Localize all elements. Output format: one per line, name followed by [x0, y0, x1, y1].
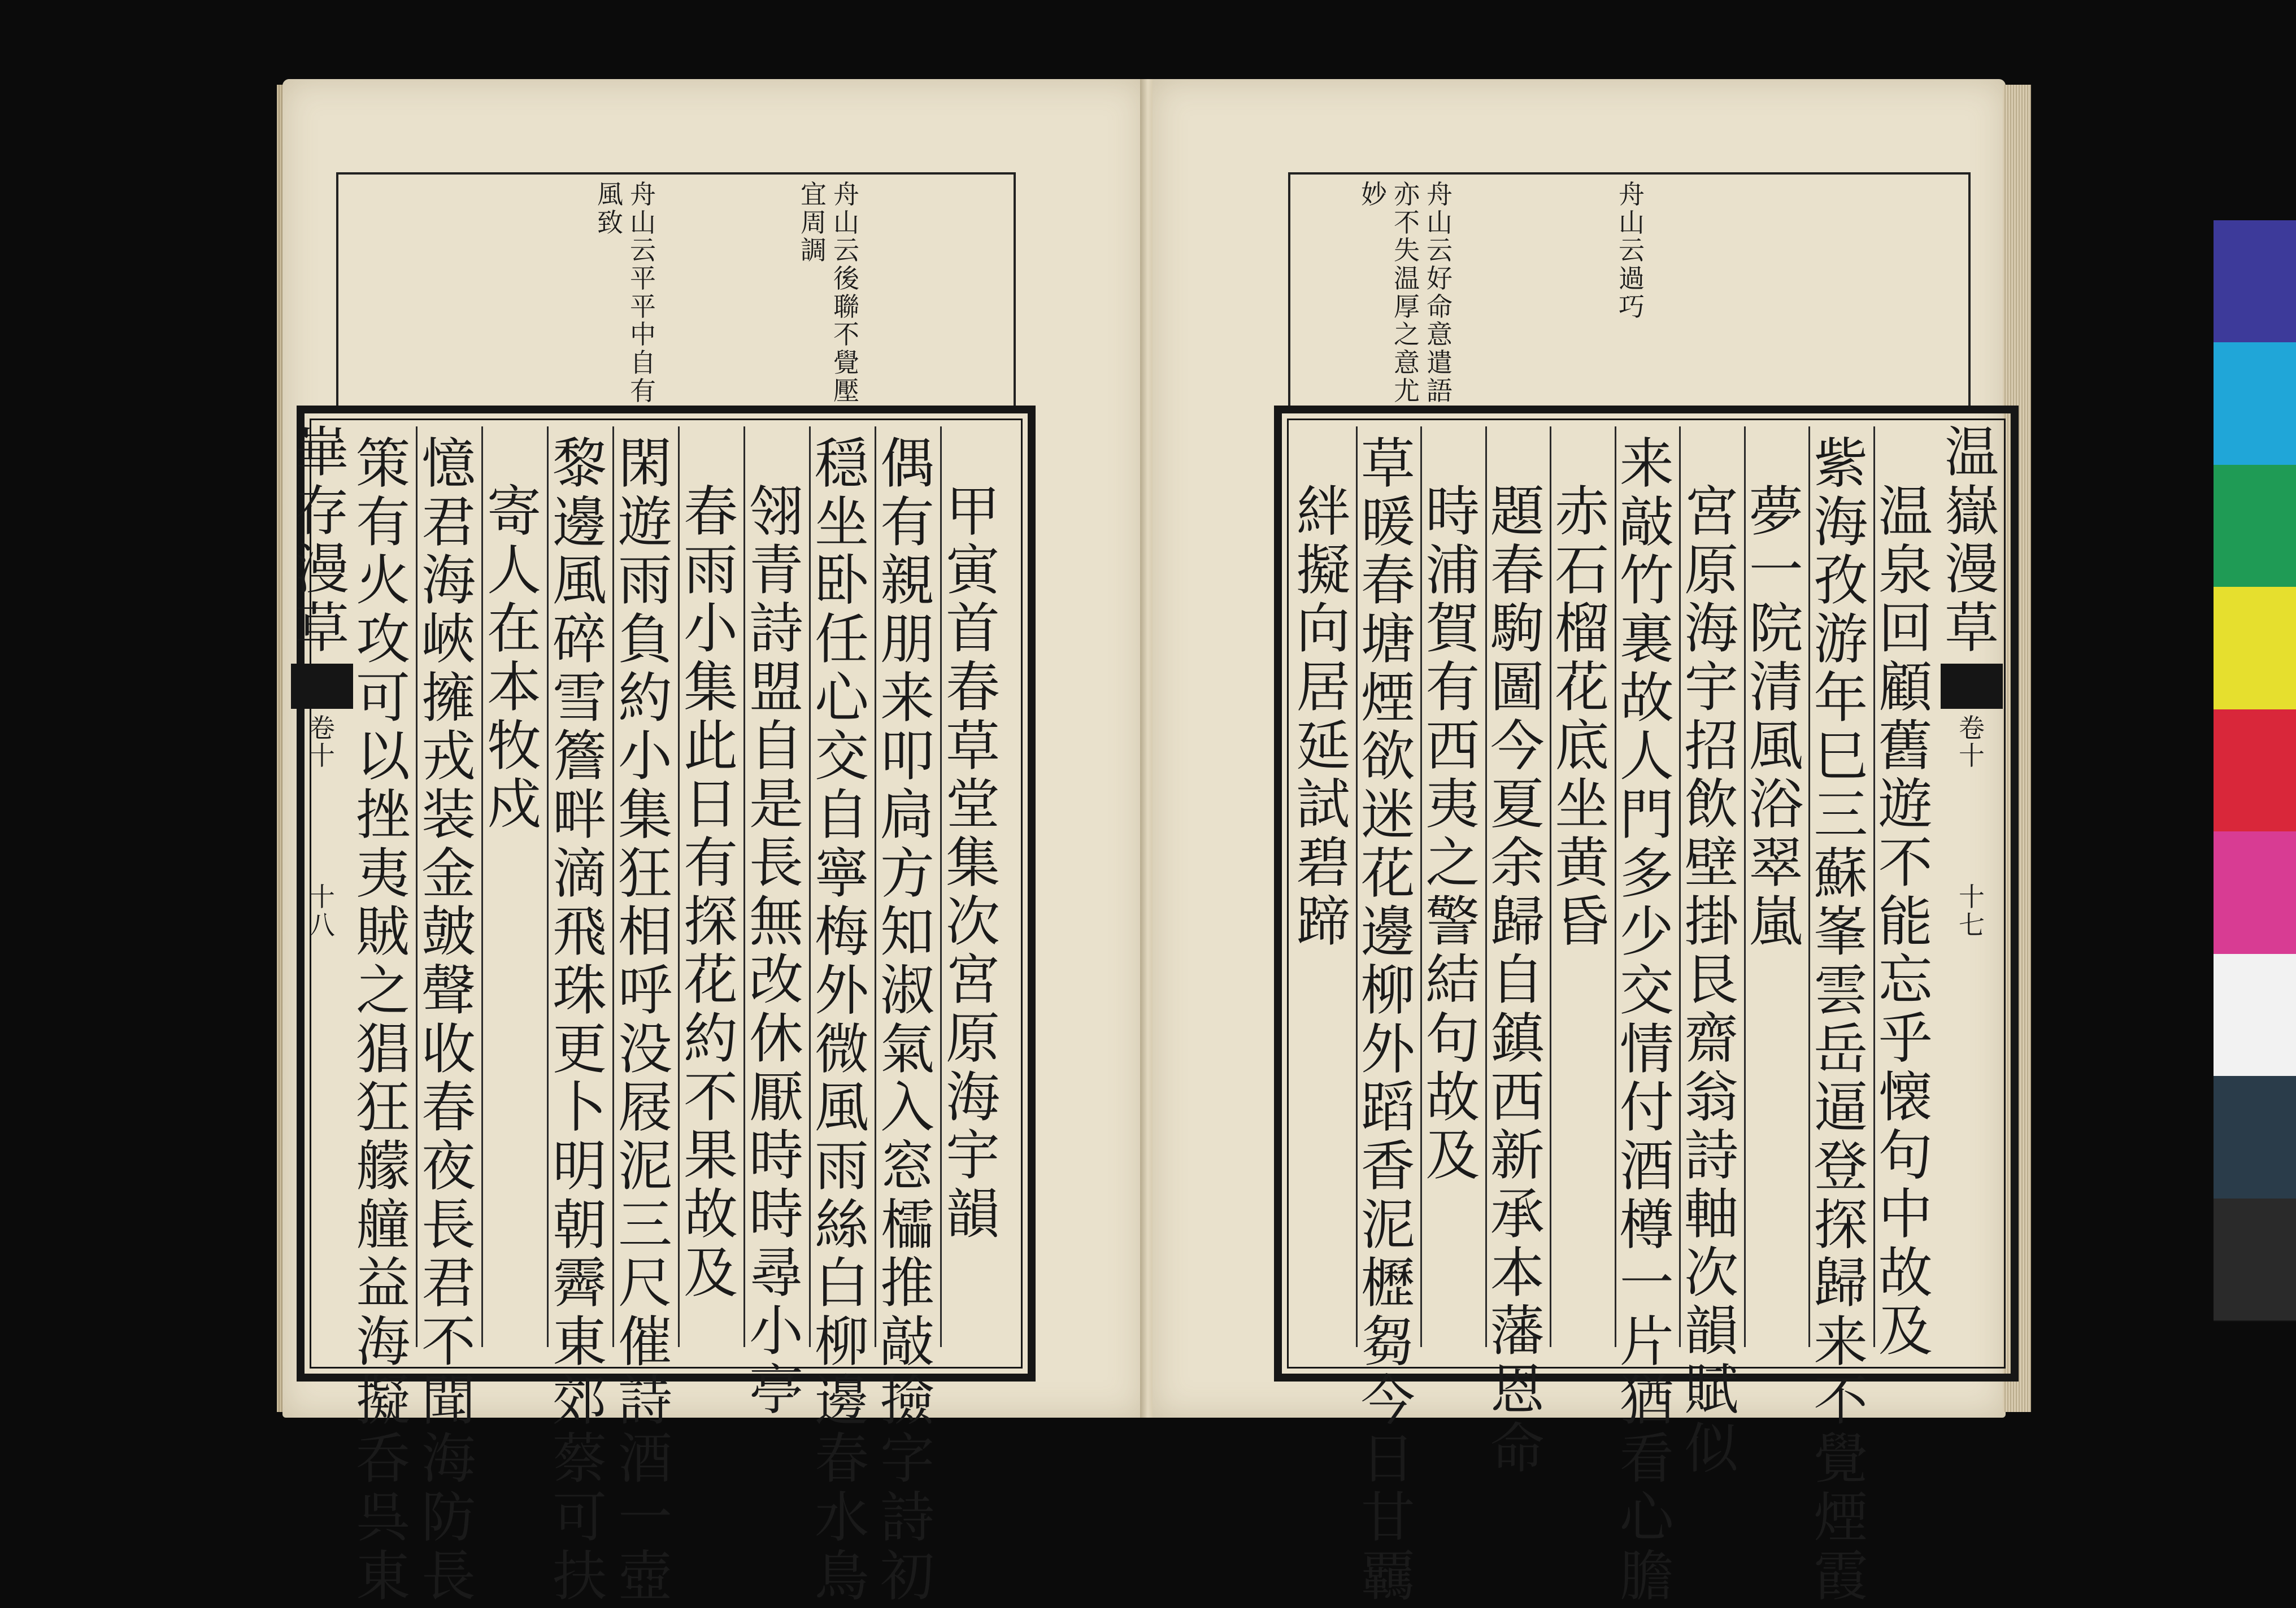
column-rule — [547, 426, 549, 1347]
color-swatch — [2214, 465, 2296, 587]
left-text-column: 策 有 火 攻 可 以 挫 夷 賊 之 猖 狂 艨 艟 益 海 擬 呑 呉 東 — [356, 432, 410, 1608]
fish-tail-mark — [1941, 664, 2003, 709]
right-text-column: 赤 石 榴 花 底 坐 黄 昏 — [1555, 480, 1610, 953]
left-headnote: 舟 山 云 後 聯 不 覺 壓 — [833, 179, 859, 406]
left-text-column: 春 雨 小 集 此 日 有 探 花 約 不 果 故 及 — [684, 480, 738, 1305]
column-rule — [1420, 426, 1422, 1347]
color-swatch — [2214, 220, 2296, 342]
left-volume-label: 卷 十 — [309, 712, 335, 772]
right-text-column: 温 泉 回 顧 舊 遊 不 能 忘 乎 懐 句 中 故 及 — [1878, 480, 1933, 1363]
color-swatch — [2214, 587, 2296, 709]
right-text-column: 題 春 駒 圖 今 夏 余 歸 自 鎮 西 新 承 本 藩 恩 命 — [1490, 480, 1545, 1480]
column-rule — [940, 426, 942, 1347]
left-page-band — [294, 421, 350, 1350]
color-swatch — [2214, 1076, 2296, 1198]
left-text-column: 寄 人 在 本 牧 戍 — [487, 480, 541, 836]
column-rule — [1615, 426, 1616, 1347]
left-text-column: 憶 君 海 峽 擁 戎 装 金 皷 聲 收 春 夜 長 君 不 聞 海 防 長 — [421, 432, 476, 1608]
left-page-number: 十 八 — [309, 882, 335, 940]
column-rule — [1679, 426, 1681, 1347]
column-rule — [1744, 426, 1746, 1347]
left-text-column: 黎 邊 風 碎 雪 簷 畔 滴 飛 珠 更 卜 明 朝 霽 東 郊 蔡 可 扶 — [553, 432, 607, 1608]
right-page-number: 十 七 — [1959, 882, 1985, 940]
right-headnote: 亦 不 失 温 厚 之 意 尤 — [1394, 179, 1420, 406]
color-swatch — [2214, 1199, 2296, 1321]
right-text-column: 夢 一 院 清 風 浴 翠 嵐 — [1749, 480, 1803, 953]
right-text-column: 絆 擬 向 居 延 試 碧 蹄 — [1296, 480, 1351, 953]
column-rule — [743, 426, 745, 1347]
column-rule — [612, 426, 614, 1347]
right-text-column: 紫 海 孜 游 年 巳 三 蘇 峯 雲 岳 逼 登 探 歸 来 不 覺 煙 霞 — [1814, 432, 1868, 1608]
left-text-column: 穏 坐 卧 任 心 交 自 寧 梅 外 微 風 雨 絲 白 柳 邊 春 水 鳥 — [815, 432, 869, 1608]
right-headnote: 妙 — [1361, 179, 1387, 210]
right-text-column: 来 敲 竹 裏 故 人 門 多 少 交 情 付 酒 樽 一 片 猶 看 心 膽 — [1619, 432, 1674, 1608]
right-text-column: 時 浦 賀 有 西 夷 之 警 結 句 故 及 — [1425, 480, 1480, 1188]
color-swatch — [2214, 831, 2296, 953]
column-rule — [678, 426, 680, 1347]
left-headnote: 舟 山 云 平 平 中 自 有 — [630, 179, 656, 406]
column-rule — [481, 426, 483, 1347]
column-rule — [1550, 426, 1551, 1347]
column-rule — [875, 426, 876, 1347]
right-volume-label: 卷 十 — [1959, 712, 1985, 772]
left-headnote-box — [336, 172, 1016, 412]
column-rule — [809, 426, 811, 1347]
right-text-column: 草 暖 春 塘 煙 欲 迷 花 邊 柳 外 蹈 香 泥 櫪 芻 今 日 甘 覊 — [1360, 432, 1415, 1608]
color-calibration-card — [2214, 220, 2296, 1322]
column-rule — [1485, 426, 1487, 1347]
left-text-column: 閑 遊 雨 負 約 小 集 狂 相 呼 没 屐 泥 三 尺 催 詩 酒 一 壺 — [618, 432, 672, 1608]
right-page-band — [1943, 421, 2000, 1350]
color-swatch — [2214, 709, 2296, 831]
left-text-column: 翎 青 詩 盟 自 是 長 無 改 休 厭 時 時 尋 小 亭 — [749, 480, 803, 1422]
left-headnote: 宜 周 調 — [801, 179, 827, 266]
column-rule — [1356, 426, 1358, 1347]
right-book-title: 温 嶽 漫 草 — [1945, 421, 1999, 660]
column-rule — [1808, 426, 1810, 1347]
right-text-column: 宮 原 海 宇 招 飲 壁 掛 艮 齋 翁 詩 軸 次 韻 賦 似 — [1684, 480, 1739, 1480]
fish-tail-mark — [291, 664, 353, 709]
left-book-title: 崋 存 漫 草 — [295, 421, 349, 660]
right-headnote: 舟 山 云 過 巧 — [1619, 179, 1645, 322]
column-rule — [1873, 426, 1875, 1347]
left-text-column: 甲 寅 首 春 草 堂 集 次 宮 原 海 宇 韻 — [946, 480, 1000, 1247]
left-headnote: 風 致 — [597, 179, 623, 238]
right-headnote: 舟 山 云 好 命 意 遣 語 — [1427, 179, 1453, 406]
column-rule — [416, 426, 418, 1347]
color-swatch — [2214, 954, 2296, 1076]
color-swatch — [2214, 342, 2296, 464]
left-text-column: 偶 有 親 朋 来 叩 扃 方 知 淑 氣 入 窓 櫺 推 敲 撿 字 詩 初 — [880, 432, 934, 1608]
